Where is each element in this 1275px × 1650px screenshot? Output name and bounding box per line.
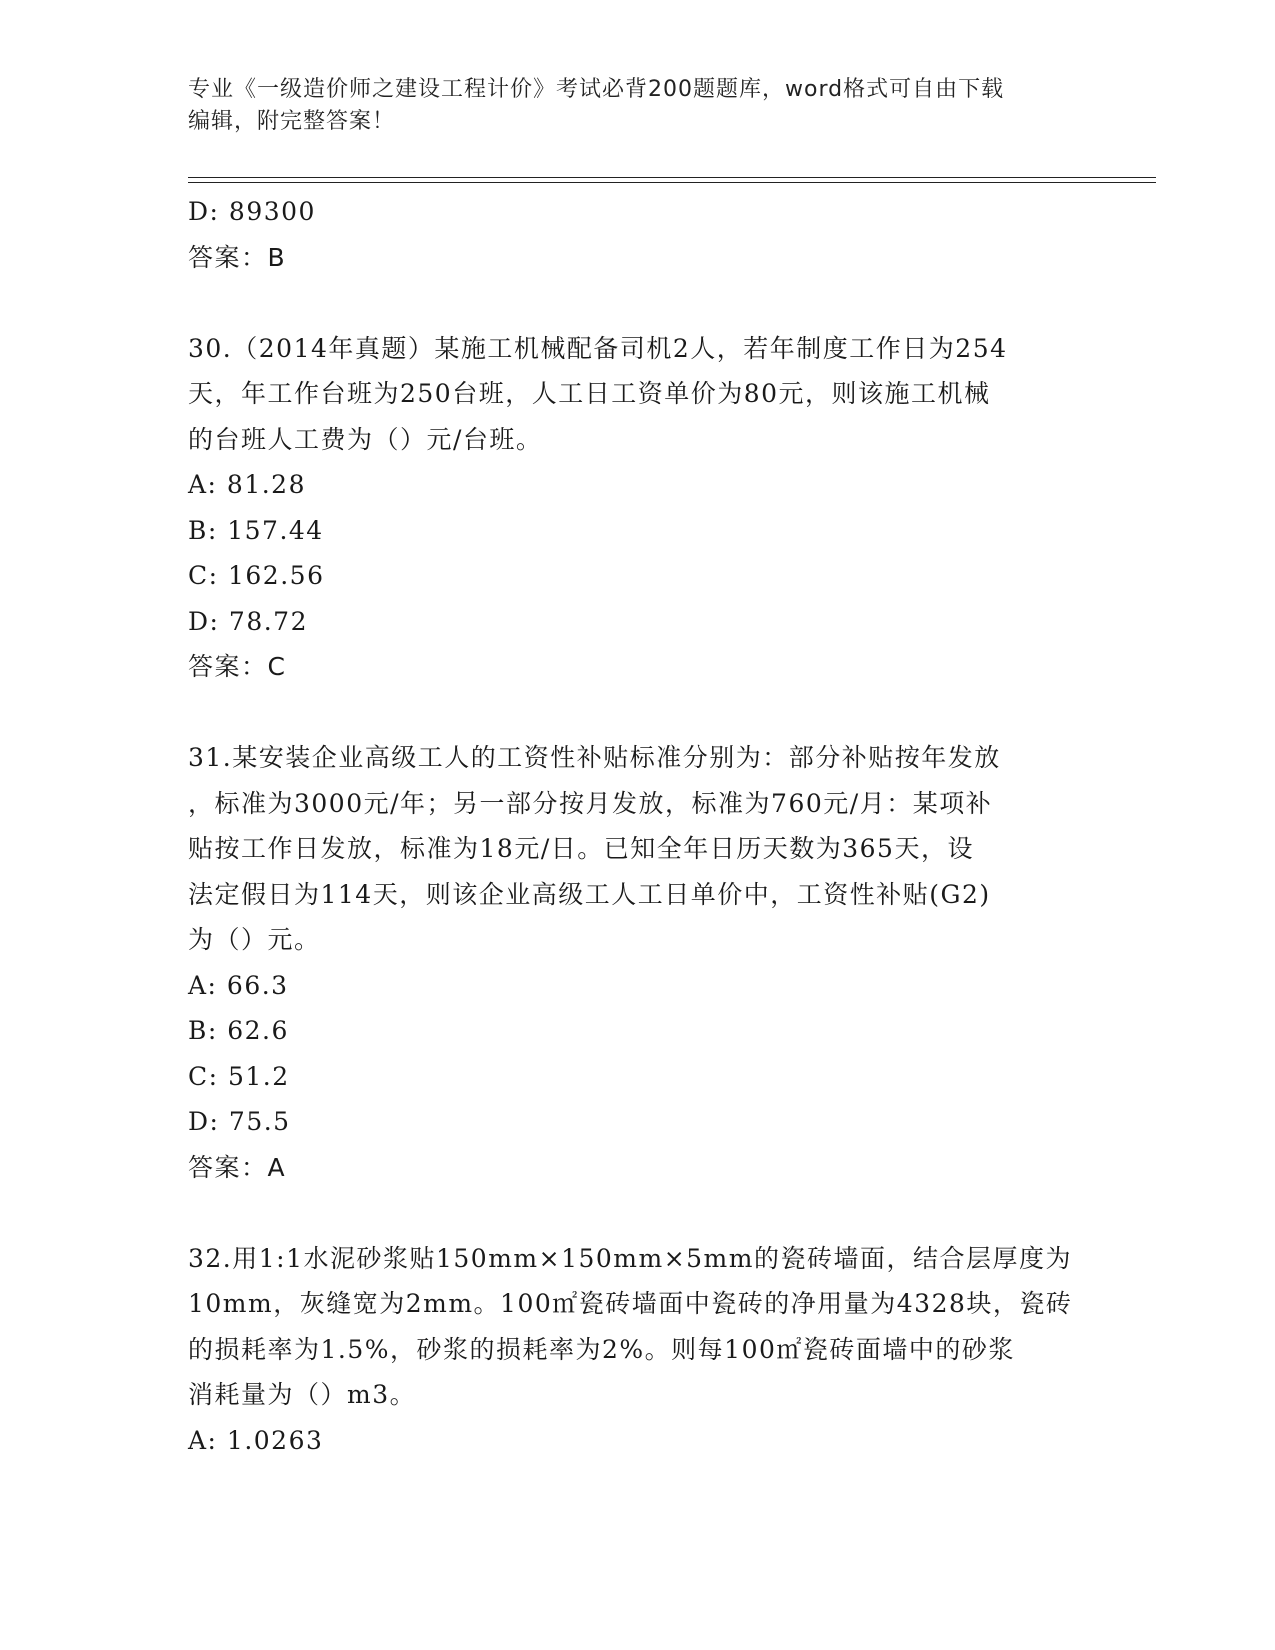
spacer bbox=[188, 1190, 1088, 1236]
question-30 bbox=[188, 326, 1088, 690]
option-b: B: 62.6 bbox=[188, 1016, 289, 1045]
header-divider-bottom bbox=[188, 182, 1156, 183]
option-a: A: 81.28 bbox=[188, 470, 306, 499]
question-text-line: 贴按工作日发放，标准为18元/日。已知全年日历天数为365天，设 bbox=[188, 834, 974, 863]
question-text-line: 31.某安装企业高级工人的工资性补贴标准分别为：部分补贴按年发放 bbox=[188, 743, 1001, 772]
question-text-line: 消耗量为（）m3。 bbox=[188, 1380, 417, 1409]
question-32 bbox=[188, 1236, 1088, 1464]
option-d: D: 89300 bbox=[188, 197, 316, 226]
header-divider-top bbox=[188, 177, 1156, 178]
answer-line: 答案：C bbox=[188, 652, 287, 681]
option-c: C: 162.56 bbox=[188, 561, 325, 590]
option-a: A: 1.0263 bbox=[188, 1425, 324, 1455]
question-text-line: 法定假日为114天，则该企业高级工人工日单价中，工资性补贴(G2) bbox=[188, 879, 991, 909]
header-line-1: 专业《一级造价师之建设工程计价》考试必背200题题库，word格式可自由下载 bbox=[188, 77, 1005, 102]
spacer bbox=[188, 690, 1088, 736]
answer-line: 答案：A bbox=[188, 1152, 287, 1182]
question-text-line: 天，年工作台班为250台班，人工日工资单价为80元，则该施工机械 bbox=[188, 379, 991, 408]
option-a: A: 66.3 bbox=[188, 970, 289, 1000]
page-header bbox=[188, 74, 1068, 138]
question-text-line: ，标准为3000元/年；另一部分按月发放，标准为760元/月：某项补 bbox=[188, 788, 993, 818]
option-c: C: 51.2 bbox=[188, 1061, 290, 1091]
previous-question-tail bbox=[188, 189, 1088, 280]
spacer bbox=[188, 280, 1088, 326]
option-b: B: 157.44 bbox=[188, 515, 324, 545]
option-d: D: 75.5 bbox=[188, 1107, 291, 1136]
question-text-line: 30.（2014年真题）某施工机械配备司机2人，若年制度工作日为254 bbox=[188, 333, 1008, 363]
option-d: D: 78.72 bbox=[188, 606, 308, 636]
question-31 bbox=[188, 735, 1088, 1190]
question-text-line: 32.用1:1水泥砂浆贴150mm×150mm×5mm的瓷砖墙面，结合层厚度为 bbox=[188, 1243, 1072, 1273]
answer-line: 答案：B bbox=[188, 242, 287, 272]
question-text-line: 10mm，灰缝宽为2mm。100㎡瓷砖墙面中瓷砖的净用量为4328块，瓷砖 bbox=[188, 1289, 1073, 1318]
question-text-line: 的损耗率为1.5%，砂浆的损耗率为2%。则每100㎡瓷砖面墙中的砂浆 bbox=[188, 1334, 1015, 1364]
question-text-line: 为（）元。 bbox=[188, 925, 321, 954]
header-line-2: 编辑，附完整答案！ bbox=[188, 109, 396, 134]
question-content bbox=[188, 189, 1088, 1463]
question-text-line: 的台班人工费为（）元/台班。 bbox=[188, 424, 543, 454]
